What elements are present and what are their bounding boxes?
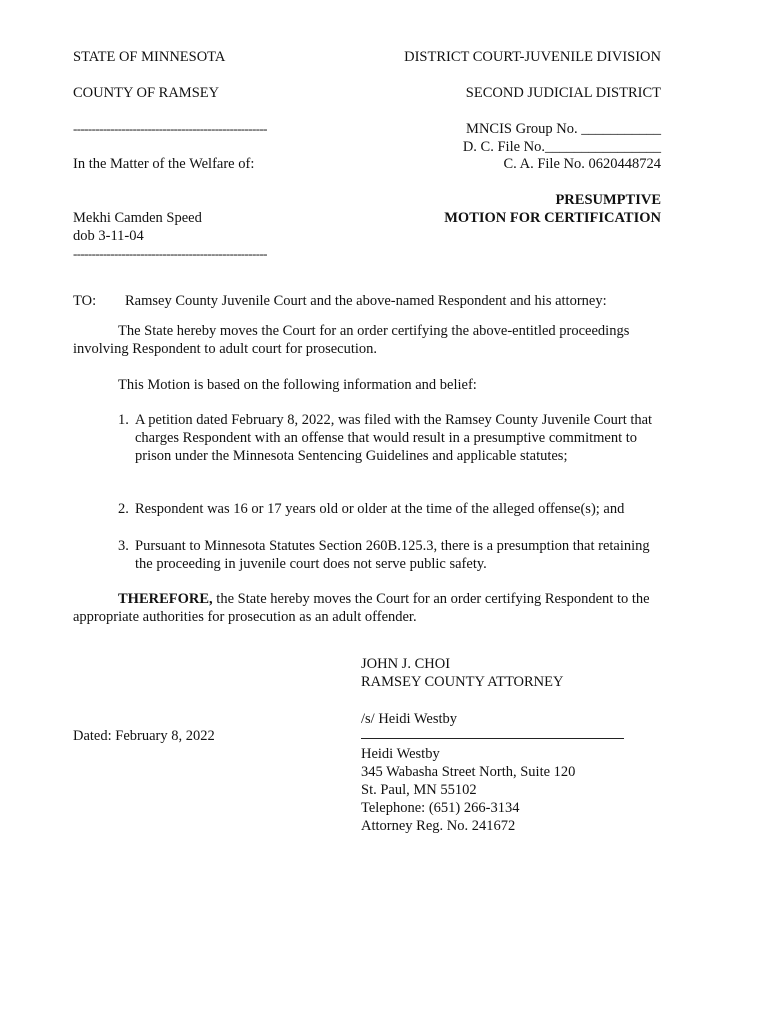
motion-paragraph: The State hereby moves the Court for an order certifying the above-entitled proceedings involving Respondent to adult court for prosecution. [73, 323, 630, 357]
list-item [118, 411, 663, 465]
address-line-1: 345 Wabasha Street North, Suite 120 [361, 764, 576, 780]
to-label: TO: [73, 293, 97, 309]
list-item [118, 500, 663, 518]
telephone: Telephone: (651) 266-3134 [361, 800, 520, 816]
list-item-number: 2. [118, 501, 129, 517]
list-item [118, 537, 663, 573]
list-item-text: A petition dated February 8, 2022, was filed with the Ramsey County Juvenile Court that charges Respondent with an offense that would result in a presumptive commitment to prison under the Minnesota Sentencing Guidelines and applicable statutes; [135, 412, 653, 464]
list-item-number: 3. [118, 538, 129, 554]
county-attorney-office: RAMSEY COUNTY ATTORNEY [361, 674, 564, 690]
ca-file-number: C. A. File No. 0620448724 [503, 156, 661, 172]
matter-label: In the Matter of the Welfare of: [73, 156, 255, 172]
therefore-keyword: THEREFORE, [118, 591, 213, 607]
document-title-line2: MOTION FOR CERTIFICATION [444, 210, 661, 226]
attorney-reg-number: Attorney Reg. No. 241672 [361, 818, 516, 834]
list-item-text: Pursuant to Minnesota Statutes Section 260B.125.3, there is a presumption that retaining the proceeding in juvenile court does not serve public safety. [135, 538, 650, 572]
list-item-text: Respondent was 16 or 17 years old or older at the time of the alleged offense(s); and [135, 501, 625, 517]
therefore-paragraph [73, 590, 663, 626]
state-heading: STATE OF MINNESOTA [73, 49, 226, 65]
document-title-line1: PRESUMPTIVE [555, 192, 661, 208]
caption-rule-top: ---------------------------------------------------- [73, 121, 267, 136]
district-heading: SECOND JUDICIAL DISTRICT [465, 85, 661, 101]
signer-name: Heidi Westby [361, 746, 440, 762]
therefore-text: the State hereby moves the Court for an order certifying Respondent to the appropriate authorities for prosecution as an adult offender. [73, 591, 650, 625]
dated-line: Dated: February 8, 2022 [73, 728, 215, 744]
to-recipients: Ramsey County Juvenile Court and the above-named Respondent and his attorney: [125, 293, 607, 309]
address-line-2: St. Paul, MN 55102 [361, 782, 477, 798]
basis-paragraph: This Motion is based on the following information and belief: [118, 377, 477, 393]
respondent-dob: dob 3-11-04 [73, 228, 144, 244]
respondent-name: Mekhi Camden Speed [73, 210, 202, 226]
caption-rule-bottom: ---------------------------------------------------- [73, 246, 267, 261]
signature-line [361, 738, 624, 739]
court-heading: DISTRICT COURT-JUVENILE DIVISION [404, 49, 661, 65]
list-item-number: 1. [118, 412, 129, 428]
county-heading: COUNTY OF RAMSEY [73, 85, 220, 101]
electronic-signature: /s/ Heidi Westby [361, 711, 458, 727]
dc-file-number: D. C. File No.________________ [462, 139, 661, 155]
mncis-group-number: MNCIS Group No. ___________ [466, 121, 661, 137]
county-attorney-name: JOHN J. CHOI [361, 656, 451, 672]
